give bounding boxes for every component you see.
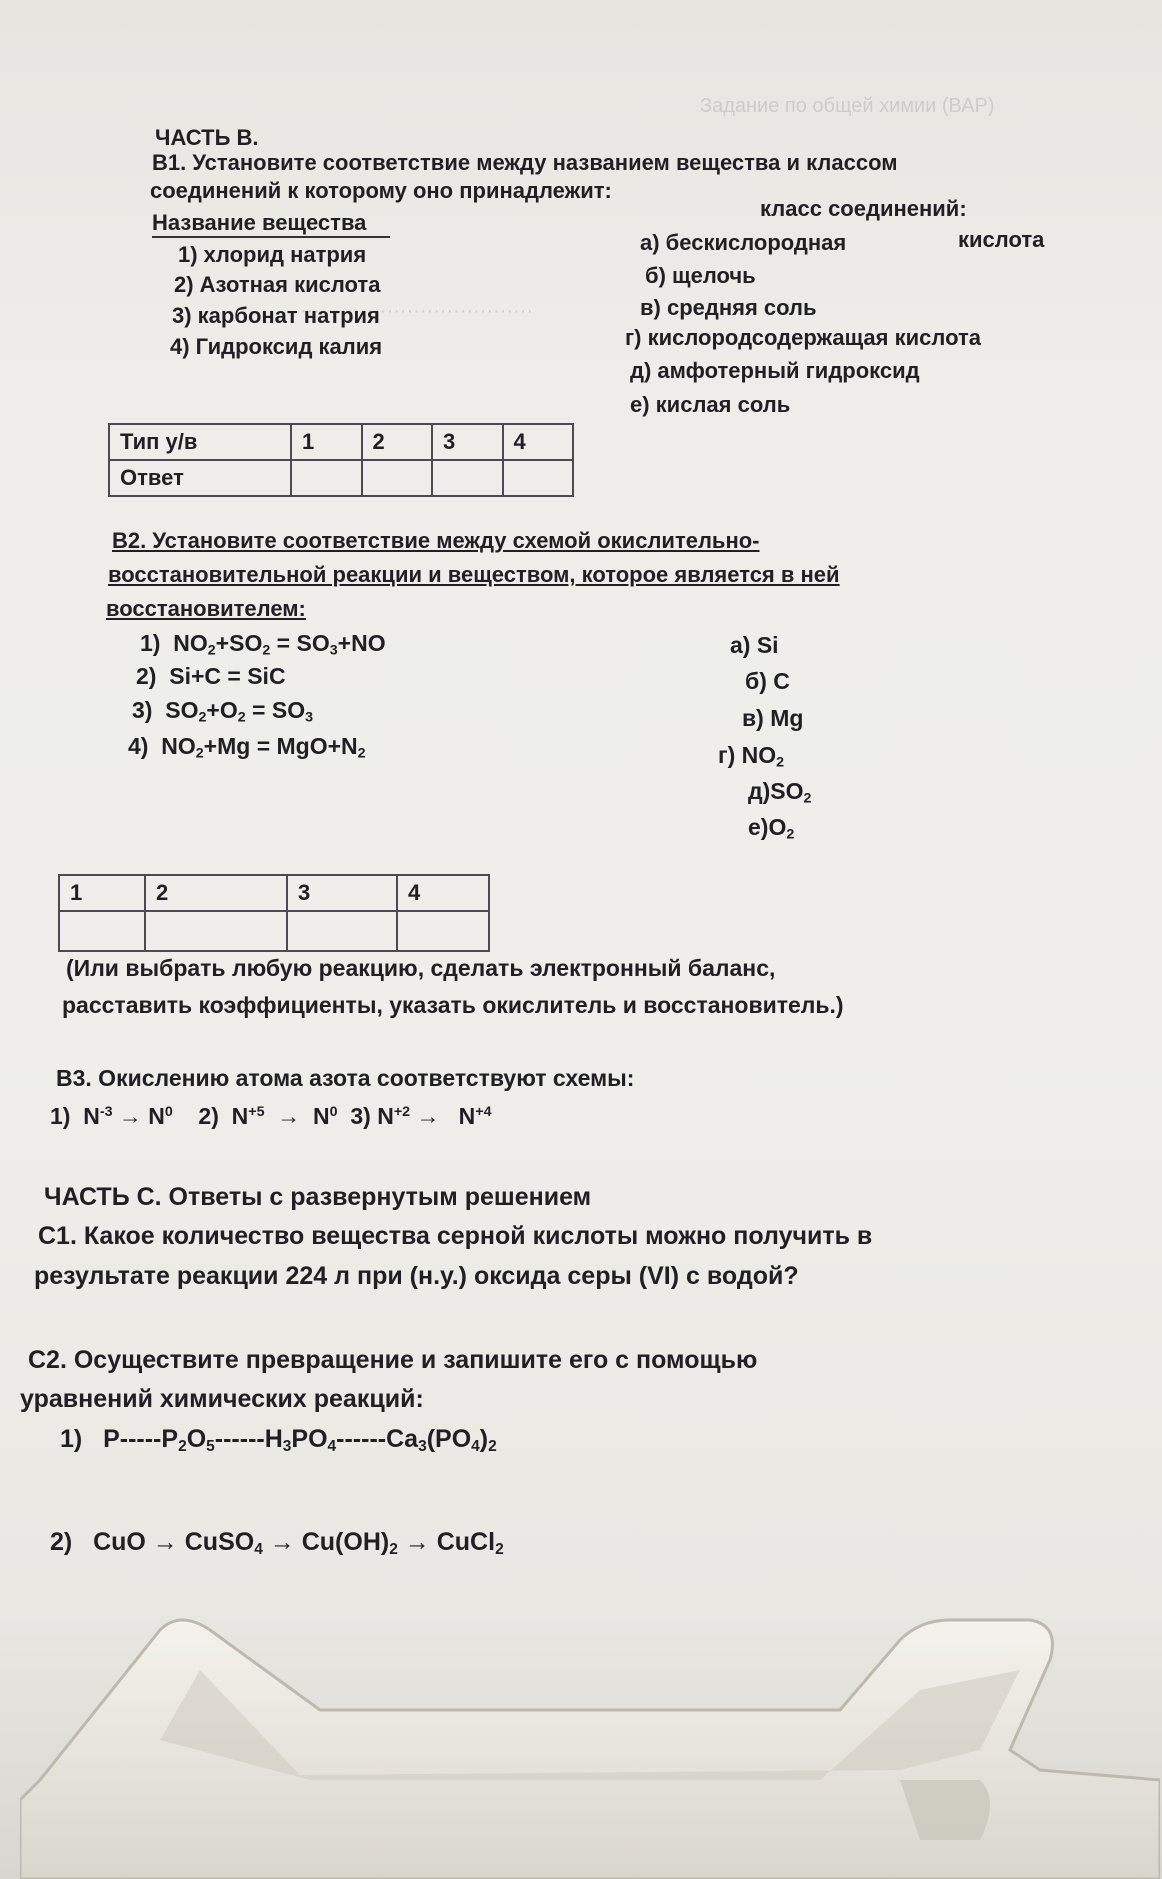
table-cell: Ответ: [109, 460, 291, 496]
b2-reaction-2: [136, 663, 286, 690]
answer-cell[interactable]: [287, 911, 397, 951]
b2-option-b: б) C: [745, 668, 790, 694]
b1-class-g: г) кислородсодержащая кислота: [625, 325, 981, 350]
b2-answer-table: [58, 874, 490, 952]
table-cell: 2: [145, 875, 287, 911]
table-cell: Тип у/в: [109, 424, 291, 460]
table-cell: 1: [291, 424, 362, 460]
b2-option-e: $е)O_2$: [748, 814, 795, 843]
table-row: [109, 424, 573, 460]
part-c-title: ЧАСТЬ С. Ответы с развернутым решением: [44, 1183, 592, 1211]
chain-number: 2): [50, 1528, 73, 1556]
b1-class-a: а) бескислородная: [640, 230, 847, 255]
b2-option-v: в) Mg: [742, 705, 804, 731]
b1-class-v: в) средняя соль: [640, 295, 817, 320]
c2-chain-2: 2) CuO → CuSO$_4$ → $Cu(OH)_2$ → CuCl$_2$: [50, 1528, 504, 1558]
answer-cell[interactable]: [503, 460, 574, 496]
c2-chain-1: 1) $P-----P_2O_5------H_3PO_4------Ca_3(PO_4)_2$: [60, 1425, 497, 1455]
c2-line1: С2. Осуществите превращение и запишите его с помощью: [28, 1346, 758, 1374]
table-cell: 1: [59, 875, 145, 911]
b1-class-d: д) амфотерный гидроксид: [630, 358, 920, 383]
b1-class-a-cont: кислота: [958, 227, 1045, 252]
reaction-number: 2): [136, 663, 157, 689]
c1-line2: результате реакции 224 л при (н.у.) оксида серы (VI) с водой?: [34, 1262, 799, 1290]
b1-substance-4: 4) Гидроксид калия: [170, 334, 383, 359]
answer-cell[interactable]: [432, 460, 503, 496]
b1-answer-table: [108, 423, 574, 497]
b1-substance-3: 3) карбонат натрия: [172, 303, 380, 328]
answer-cell[interactable]: [362, 460, 433, 496]
table-row: [109, 460, 573, 496]
b1-substance-1: 1) хлорид натрия: [178, 242, 367, 267]
b2-task-line2: восстановительной реакции и веществом, которое является в ней: [108, 562, 840, 587]
c2-line2: уравнений химических реакций:: [20, 1385, 424, 1413]
b2-option-d: $д)SO_2$: [748, 778, 812, 807]
b2-reaction-3: 3) $SO_2+O_2 = SO_3$: [132, 697, 314, 726]
chain-number: 1): [60, 1425, 83, 1453]
b2-reaction-4: 4) $NO_2+Mg = MgO+N_2$: [128, 733, 366, 762]
table-row: [59, 875, 489, 911]
reaction-number: 1): [140, 630, 161, 656]
reaction-number: 3): [132, 697, 153, 723]
part-b-title: ЧАСТЬ В.: [155, 125, 259, 150]
table-cell: 2: [362, 424, 433, 460]
reaction-number: 4): [128, 733, 149, 759]
b1-class-e: е) кислая соль: [630, 392, 791, 417]
b3-task: В3. Окислению атома азота соответствуют схемы:: [56, 1065, 635, 1091]
table-cell: 3: [287, 875, 397, 911]
answer-cell[interactable]: [291, 460, 362, 496]
b1-left-header: Название вещества: [152, 210, 390, 238]
b2-note-line2: расставить коэффициенты, указать окислитель и восстановитель.): [62, 992, 844, 1018]
answer-cell[interactable]: [145, 911, 287, 951]
b1-substance-2: 2) Азотная кислота: [174, 272, 381, 297]
b3-schemes: 1) $N^{-3} \to N^0$ 2) $N^{+5} \to N^0$ 3) $N^{+2} \to N^{+4}$: [50, 1103, 492, 1129]
answer-cell[interactable]: [59, 911, 145, 951]
table-cell: 3: [432, 424, 503, 460]
b2-option-a: а) Si: [730, 632, 779, 658]
b2-reaction-1: 1) $NO_2+SO_2 = SO_3+NO$: [140, 630, 386, 659]
b1-task-line2: соединений к которому оно принадлежит:: [150, 178, 612, 203]
b1-class-b: б) щелочь: [645, 263, 756, 288]
c1-line1: С1. Какое количество вещества серной кислоты можно получить в: [38, 1222, 873, 1250]
table-cell: 4: [397, 875, 489, 911]
b1-right-header: класс соединений:: [760, 196, 967, 221]
b2-option-g: г) $NO_2$: [718, 742, 785, 771]
table-row: [59, 911, 489, 951]
worksheet-page: Задание по общей химии (ВАР) ··································· ЧАСТЬ В. В1. Установите соответствие между названием вещества и классом соединений к которому оно принадлежит: Название вещества класс соединений: 1) хлорид натрия 2) Азотная кислота 3) карбонат натрия 4) Гидроксид калия а) бескислородная кислота б) щелочь в) средняя соль г) кислородсодержащая кислота д) амфотерный гидроксид е) кислая соль Тип у/в 1 2 3 4 Ответ В2. Установите соответствие между схемой окислительно- восстановительной реакции и веществом, которое является в ней восстановителем: 1) $NO_2+SO_2 = SO_3+NO$ 2) Si+C = SiC 3) $SO_2+O_2 = SO_3$ 4) $NO_2+Mg = MgO+N_2$ а) Si б) C в) Mg г) $NO_2$ $д)SO_2$ $е)O_2$ 1 2 3 4 (Или выбрать любую реакцию, сделать электронный баланс, расставить коэффициенты, указать окислитель и восстановитель.) В3. Окислению атома азота соответствуют схемы: 1) $N^{-3} \to N^0$ 2) $N^{+5} \to N^0$ 3) $N^{+2} \to N^{+4}$ ЧАСТЬ С. Ответы с развернутым решением С1. Какое количество вещества серной кислоты можно получить в результате реакции 224 л при (н.у.) оксида серы (VI) с водой? С2. Осуществите превращение и запишите его с помощью уравнений химических реакций: 1) $P-----P_2O_5------H_3PO_4------Ca_3(PO_4)_2$ 2) CuO → CuSO$_4$ → $Cu(OH)_2$ → CuCl$_2$: [0, 0, 1162, 1879]
b2-note-line1: (Или выбрать любую реакцию, сделать электронный баланс,: [66, 955, 776, 981]
b1-task-line1: В1. Установите соответствие между названием вещества и классом: [152, 150, 898, 175]
b2-task-line3: восстановителем:: [106, 596, 306, 621]
answer-cell[interactable]: [397, 911, 489, 951]
document-holder-stand: [20, 1600, 1160, 1879]
table-cell: 4: [503, 424, 574, 460]
b2-task-line1: В2. Установите соответствие между схемой окислительно-: [112, 528, 760, 553]
reaction-text: Si+C = SiC: [169, 663, 286, 689]
